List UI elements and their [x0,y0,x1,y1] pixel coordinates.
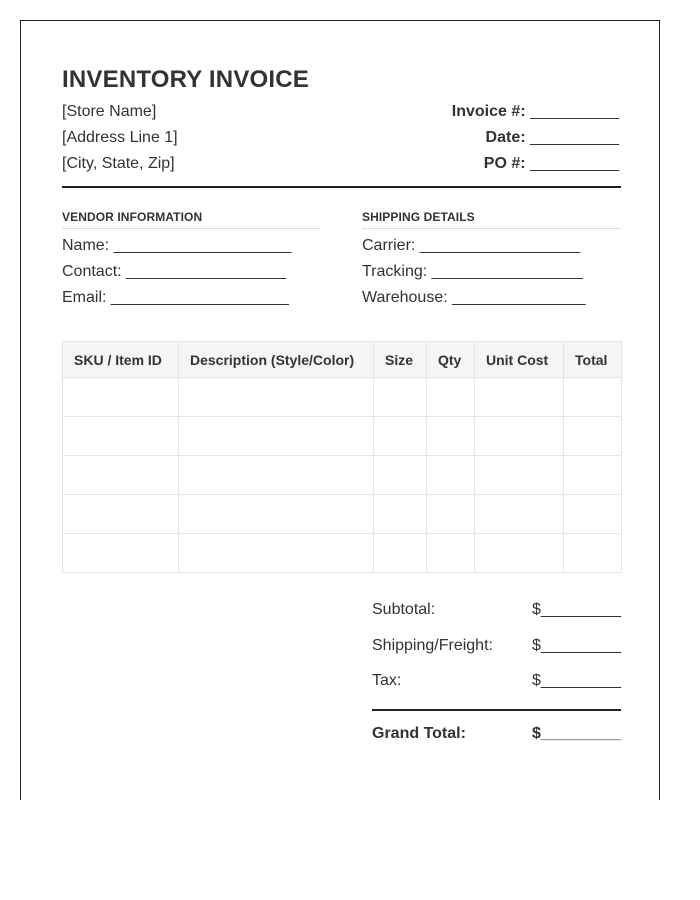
table-cell[interactable] [374,378,427,417]
totals-divider [372,709,621,711]
tax-label: Tax: [372,672,402,689]
column-header-total: Total [564,342,622,378]
carrier-label: Carrier: [362,237,416,254]
vendor-contact-blank[interactable]: __________________ [126,263,287,280]
table-cell[interactable] [564,495,622,534]
table-row [63,378,622,417]
invoice-sheet [20,20,660,800]
table-cell[interactable] [63,378,179,417]
table-row [63,495,622,534]
table-cell[interactable] [179,378,374,417]
store-city-line: [City, State, Zip] [62,155,175,172]
vendor-section-heading: VENDOR INFORMATION [62,210,321,229]
table-cell[interactable] [63,456,179,495]
table-cell[interactable] [427,456,475,495]
table-cell[interactable] [475,456,564,495]
vendor-name-blank[interactable]: ____________________ [113,237,292,254]
vendor-email-label: Email: [62,289,107,306]
column-header-unit-cost: Unit Cost [475,342,564,378]
column-header-sku: SKU / Item ID [63,342,179,378]
table-cell[interactable] [427,378,475,417]
invoice-title: INVENTORY INVOICE [62,66,310,93]
table-cell[interactable] [564,378,622,417]
table-cell[interactable] [475,495,564,534]
vendor-name-field[interactable] [62,237,292,255]
table-row [63,417,622,456]
grand-total-label: Grand Total: [372,725,466,742]
table-cell[interactable] [374,495,427,534]
table-cell[interactable] [179,534,374,573]
subtotal-blank[interactable]: $_________ [532,601,621,618]
tax-blank[interactable]: $_________ [532,672,621,689]
column-header-description: Description (Style/Color) [179,342,374,378]
warehouse-label: Warehouse: [362,289,448,306]
tracking-label: Tracking: [362,263,428,280]
date-field[interactable] [486,129,619,147]
date-blank[interactable]: __________ [530,129,619,146]
subtotal-label: Subtotal: [372,601,436,618]
invoice-number-blank[interactable]: __________ [530,103,619,120]
store-name: [Store Name] [62,103,157,120]
column-header-qty: Qty [427,342,475,378]
line-items-table [62,341,622,573]
vendor-contact-label: Contact: [62,263,122,280]
invoice-number-label: Invoice #: [451,103,526,120]
invoice-number-field[interactable] [452,103,619,121]
store-address: [Address Line 1] [62,129,178,146]
warehouse-field[interactable] [362,289,586,307]
table-cell[interactable] [374,534,427,573]
tracking-field[interactable] [362,263,583,281]
tracking-blank[interactable]: _________________ [431,263,583,280]
grand-total-blank[interactable]: $_________ [532,725,621,742]
shipping-freight-label: Shipping/Freight: [372,637,493,654]
date-label: Date: [485,129,526,146]
table-cell[interactable] [374,456,427,495]
table-cell[interactable] [63,417,179,456]
carrier-blank[interactable]: __________________ [419,237,580,254]
shipping-freight-blank[interactable]: $_________ [532,637,621,654]
table-cell[interactable] [374,417,427,456]
table-cell[interactable] [179,456,374,495]
table-cell[interactable] [564,456,622,495]
table-cell[interactable] [63,495,179,534]
table-cell[interactable] [475,417,564,456]
header-divider [62,186,621,188]
po-number-blank[interactable]: __________ [530,155,619,172]
table-cell[interactable] [427,417,475,456]
table-cell[interactable] [475,378,564,417]
table-cell[interactable] [427,534,475,573]
po-number-field[interactable] [484,155,619,173]
vendor-name-label: Name: [62,237,110,254]
table-cell[interactable] [475,534,564,573]
carrier-field[interactable] [362,237,580,255]
table-cell[interactable] [427,495,475,534]
vendor-email-field[interactable] [62,289,289,307]
table-cell[interactable] [179,417,374,456]
warehouse-blank[interactable]: _______________ [452,289,586,306]
table-cell[interactable] [179,495,374,534]
table-row [63,534,622,573]
table-cell[interactable] [63,534,179,573]
table-cell[interactable] [564,417,622,456]
table-header-row [63,342,622,378]
po-number-label: PO #: [483,155,526,172]
shipping-section-heading: SHIPPING DETAILS [362,210,621,229]
table-row [63,456,622,495]
column-header-size: Size [374,342,427,378]
table-cell[interactable] [564,534,622,573]
vendor-email-blank[interactable]: ____________________ [110,289,289,306]
vendor-contact-field[interactable] [62,263,286,281]
